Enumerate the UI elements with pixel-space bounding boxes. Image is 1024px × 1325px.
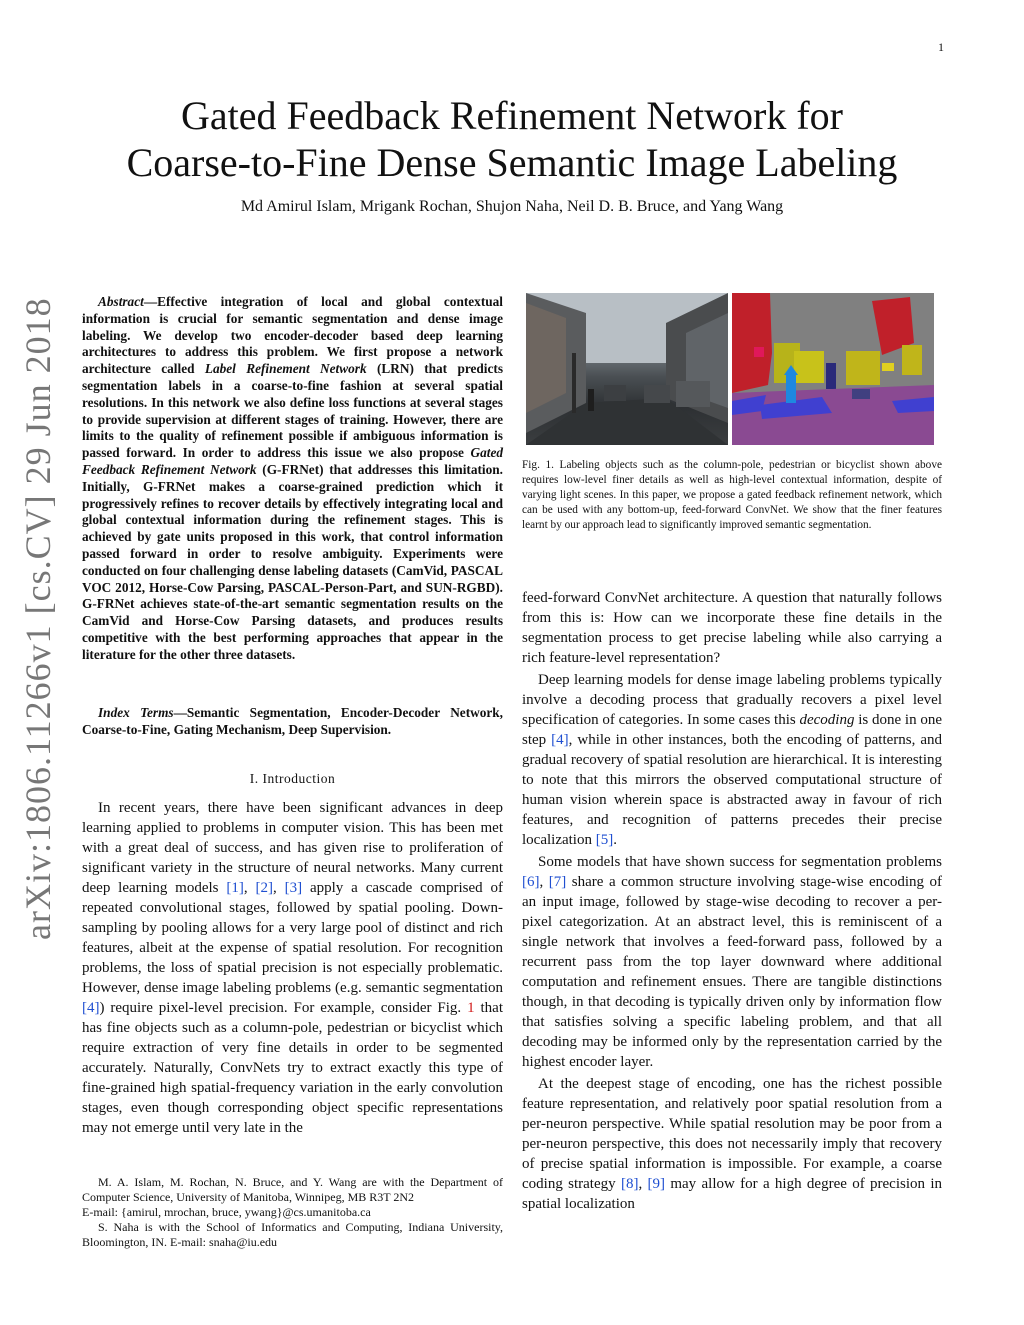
intro-paragraph-5: At the deepest stage of encoding, one has the richest possible feature representation, and relatively poor spatial resolution from a per-neuron perspective. While spatial resolution may be poor from a per-neuron perspective, this does not necessarily imply that recovery of precise spatial information is impossible. For example, a coarse coding strategy [8], [9] may allow for a high degree of precision in spatial localization [522, 1076, 942, 1212]
abstract-text-2: (LRN) that predicts segmentation labels in a coarse-to-fine fashion at several spatial resolutions. In this network we also define loss functions at several stages to provide supervision at different stages of training. However, there are limits to the quality of refinement possible if ambiguous information is passed forward. In order to address this issue we also propose [82, 361, 504, 461]
street-scene-photo [526, 293, 728, 445]
introduction-right-column [522, 588, 942, 1216]
introduction-left-column [82, 798, 503, 1140]
figure-1-caption: Fig. 1. Labeling objects such as the column-pole, pedestrian or bicyclist shown above requires low-level finer details as well as high-level contextual information, despite of varying light scenes. In this paper, we propose a gated feedback refinement network, which can be used with any bottom-up, feed-forward ConvNet. We show that the finer features learnt by our approach lead to significantly improved semantic segmentation. [522, 459, 942, 531]
citation-link[interactable]: [7] [548, 874, 567, 890]
title-line-2: Coarse-to-Fine Dense Semantic Image Labeling [126, 140, 898, 185]
page-number: 1 [938, 40, 944, 54]
segmentation-drawing [732, 293, 934, 445]
emphasis-decoding: decoding [799, 712, 855, 728]
citation-link[interactable]: [2] [255, 880, 273, 896]
abstract-gfrn-name: Gated Feedback Refinement Network [82, 445, 503, 477]
index-terms-text: —Semantic Segmentation, Encoder-Decoder Network, Coarse-to-Fine, Gating Mechanism, Deep Supervision. [82, 705, 503, 737]
author-list: Md Amirul Islam, Mrigank Rochan, Shujon Naha, Neil D. B. Bruce, and Yang Wang [240, 198, 784, 215]
citation-link[interactable]: [3] [284, 880, 303, 896]
footnote-affiliation-2: S. Naha is with the School of Informatics and Computing, Indiana University, Bloomington, IN. E-mail: snaha@iu.edu [82, 1220, 503, 1249]
abstract-text-3: (G-FRNet) that addresses this limitation. Initially, G-FRNet makes a coarse-grained prediction which it progressively refines to recover details by effectively integrating local and global contextual information during the refinement stages. This is achieved by gate units proposed in this work, that control information passed forward in order to resolve ambiguity. Experiments were conducted on four challenging dense labeling datasets (CamVid, PASCAL VOC 2012, Horse-Cow Parsing, PASCAL-Person-Part, and SUN-RGBD). G-FRNet achieves state-of-the-art semantic segmentation results on the CamVid and Horse-Cow Parsing datasets, and produces results competitive with the best performing approaches that appear in the literature for the other three datasets. [82, 461, 503, 662]
citation-link[interactable]: [8] [620, 1176, 639, 1192]
citation-link[interactable]: [1] [226, 880, 244, 896]
abstract-lrn-name: Label Refinement Network [204, 361, 367, 377]
figure-1 [526, 293, 934, 445]
section-heading-introduction: I. Introduction [249, 771, 336, 786]
paper-title [80, 92, 944, 186]
footnotes [82, 1175, 503, 1250]
intro-paragraph-2: feed-forward ConvNet architecture. A question that naturally follows from this is: How can we incorporate these fine details in the segmentation process to get precise labeling while also carrying a rich feature-level representation? [522, 590, 942, 666]
arxiv-stamp: arXiv:1806.11266v1 [cs.CV] 29 Jun 2018 [18, 297, 58, 940]
abstract [82, 294, 503, 664]
segmentation-map [732, 293, 934, 445]
footnote-affiliation-1: M. A. Islam, M. Rochan, N. Bruce, and Y. Wang are with the Department of Computer Science, University of Manitoba, Winnipeg, MB R3T 2N2 [82, 1175, 503, 1204]
citation-link[interactable]: [4] [551, 732, 569, 748]
index-terms [82, 705, 503, 739]
intro-paragraph-3: Deep learning models for dense image labeling problems typically involve a decoding process that gradually recovers a pixel level specification of categories. In some cases this decoding is done in one step [4], while in other instances, both the encoding of patterns, and gradual recovery of spatial resolution are hierarchical. It is interesting to note that this mirrors the observed computational structure of human vision wherein space is abstracted away in favour of rich features, and recognition of patterns precedes their precise localization [5]. [522, 672, 942, 848]
title-line-1: Gated Feedback Refinement Network for [181, 93, 843, 138]
citation-link[interactable]: [9] [647, 1176, 666, 1192]
figure-reference-link[interactable]: 1 [467, 1000, 475, 1016]
citation-link[interactable]: [5] [595, 832, 614, 848]
citation-link[interactable]: [4] [82, 1000, 100, 1016]
citation-link[interactable]: [6] [522, 874, 540, 890]
footnote-email-1: E-mail: {amirul, mrochan, bruce, ywang}@cs.umanitoba.ca [82, 1205, 371, 1219]
abstract-text-1: —Effective integration of local and global contextual information is crucial for semantic segmentation and dense image labeling. We develop two encoder-decoder based deep learning architectures to address this problem. We first propose a network architecture called [82, 294, 503, 377]
intro-paragraph-1: In recent years, there have been significant advances in deep learning applied to problems in computer vision. This has been met with a great deal of success, and has given rise to proliferation of significant variety in the structure of neural networks. Many current deep learning models [1], [2], [3] apply a cascade comprised of repeated convolutional stages, followed by spatial pooling. Down-sampling by pooling allows for a very large pool of distinct and rich features, albeit at the expense of spatial resolution. For recognition problems, the loss of spatial precision is not especially problematic. However, dense image labeling problems (e.g. semantic segmentation [4]) require pixel-level precision. For example, consider Fig. 1 that has fine objects such as a column-pole, pedestrian or bicyclist which require extraction of very fine details in order to be segmented accurately. Naturally, ConvNets try to extract exactly this type of fine-grained high spatial-frequency variation in the early convolution stages, even though corresponding object specific representations may not emerge until very late in the [82, 800, 504, 1136]
index-terms-lead: Index Terms [98, 705, 174, 720]
abstract-lead: Abstract [98, 294, 144, 309]
street-scene-drawing [526, 293, 728, 445]
intro-paragraph-4: Some models that have shown success for segmentation problems [6], [7] share a common structure involving stage-wise encoding of an input image, followed by stage-wise decoding to recover a per-pixel categorization. At an abstract level, this is reminiscent of a single network that involves a feed-forward pass, followed by a recurrent pass from the top layer downward where additional computation and refinement ensues. There are tangible distinctions though, in that decoding is typically driven only by information flow that satisfies solving a specific labeling problem, and that all decoding may be informed only by the representation carried by the highest encoder layer. [522, 854, 943, 1070]
